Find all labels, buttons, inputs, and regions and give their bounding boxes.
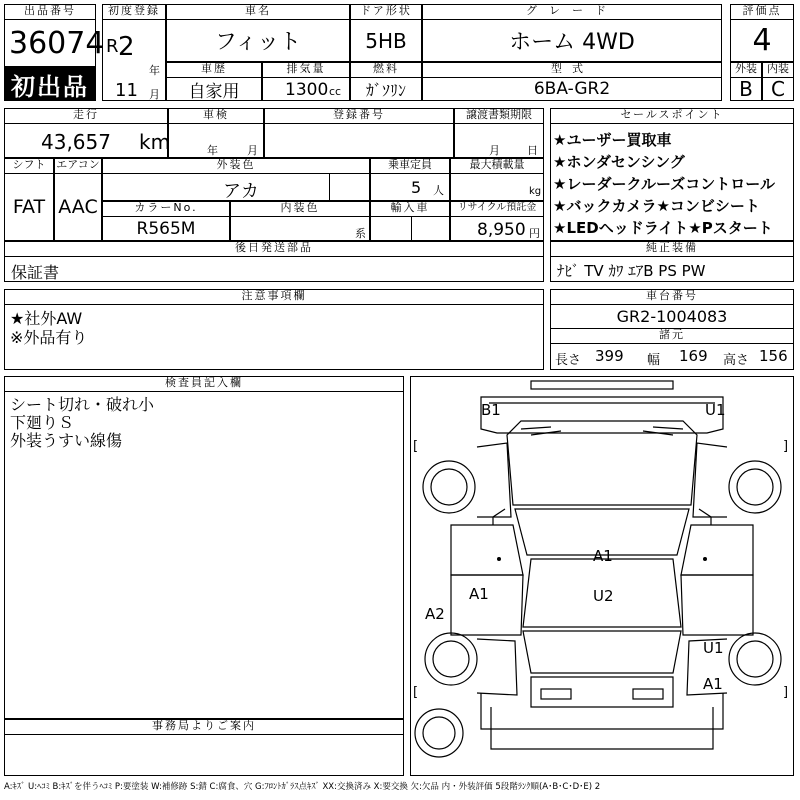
import-divider xyxy=(411,217,412,240)
car-name-label: 車名 xyxy=(166,4,350,20)
sales-point-line: ★ホンダセンシング xyxy=(553,153,685,171)
capacity-box xyxy=(370,173,450,201)
ext-color-box xyxy=(102,173,370,201)
ext-color-label: 外装色 xyxy=(102,158,370,174)
front-left-door xyxy=(451,525,523,575)
color-no-label: カラーNo. xyxy=(102,201,230,217)
notes-label: 注意事項欄 xyxy=(4,289,544,305)
recycle-label: リサイクル預託金 xyxy=(450,201,544,217)
damage-mark: U1 xyxy=(703,639,724,657)
spare-wheel xyxy=(415,709,463,757)
load-unit: kg xyxy=(529,186,542,197)
rear-right-door xyxy=(681,575,753,635)
damage-mark: U2 xyxy=(593,587,614,605)
chassis-no: GR2-1004083 xyxy=(550,304,794,329)
score-label: 評価点 xyxy=(730,4,794,20)
capacity: 5 xyxy=(411,178,422,197)
fuel: ｶﾞｿﾘﾝ xyxy=(350,77,422,101)
model-code: 6BA-GR2 xyxy=(422,77,722,101)
sales-point-line: ★レーダークルーズコントロール xyxy=(553,175,775,193)
insp-year-unit: 年 xyxy=(207,144,218,157)
ext-color: アカ xyxy=(223,181,259,202)
month: 11 xyxy=(115,80,138,101)
equipment-label: 純正装備 xyxy=(550,241,794,257)
reg-no-box xyxy=(264,123,454,158)
inspector-line: 下廻りＳ xyxy=(10,413,75,432)
inspector-box xyxy=(4,391,404,719)
car-name: フィット xyxy=(166,19,350,62)
front-bumper-top xyxy=(531,381,673,389)
displacement: 1300 xyxy=(285,80,329,100)
transfer-box xyxy=(454,123,544,158)
fuel-label: 燃料 xyxy=(350,62,422,78)
notes-box xyxy=(4,304,544,370)
load-box xyxy=(450,173,544,201)
inspector-label: 検査員記入欄 xyxy=(4,376,404,392)
vehicle-diagram xyxy=(410,376,794,776)
capacity-label: 乗車定員 xyxy=(370,158,450,174)
sales-point-line: ★ユーザー買取車 xyxy=(553,131,672,149)
recycle-box xyxy=(450,216,544,241)
door-type: 5HB xyxy=(350,19,422,62)
mileage-box xyxy=(4,123,171,158)
front-bumper xyxy=(481,397,723,433)
month-unit: 月 xyxy=(149,88,160,101)
mileage-label: 走行 xyxy=(4,108,168,124)
equipment: ﾅﾋﾞ TV ｶﾜ ｴｱB PS PW xyxy=(557,262,706,280)
int-color-box xyxy=(230,216,370,241)
recycle: 8,950 xyxy=(477,220,526,240)
office-label: 事務局よりご案内 xyxy=(4,719,404,735)
mileage-unit: km xyxy=(139,130,171,154)
lot-no-box xyxy=(4,19,105,67)
front-right-fender xyxy=(693,443,727,517)
hood xyxy=(507,421,697,505)
grade: ホーム 4WD xyxy=(422,19,722,62)
color-no: R565M xyxy=(102,216,230,241)
inspector-line: シート切れ・破れ小 xyxy=(10,395,155,414)
dims-label: 諸元 xyxy=(550,328,794,344)
sales-points-label: セールスポイント xyxy=(550,108,794,124)
ac: AAC xyxy=(54,173,102,241)
interior-label: 内装 xyxy=(762,62,794,78)
rear-left-door xyxy=(451,575,523,635)
displacement-box xyxy=(262,77,350,101)
chassis-label: 車台番号 xyxy=(550,289,794,305)
later-parts: 保証書 xyxy=(11,263,60,282)
bracket-right: ] xyxy=(783,685,789,700)
displacement-label: 排気量 xyxy=(262,62,350,78)
exterior-grade: B xyxy=(730,77,762,101)
import-box xyxy=(370,216,450,241)
int-color-label: 内装色 xyxy=(230,201,370,217)
lot-no: 36074 xyxy=(9,26,105,61)
recycle-unit: 円 xyxy=(529,227,540,240)
office-box xyxy=(4,734,404,776)
height: 156 xyxy=(759,347,788,365)
year-unit: 年 xyxy=(149,64,160,77)
width: 169 xyxy=(679,347,708,365)
door-label: ドア形状 xyxy=(350,4,422,20)
width-label: 幅 xyxy=(647,353,661,368)
length: 399 xyxy=(595,347,624,365)
exterior-label: 外装 xyxy=(730,62,762,78)
era: R xyxy=(106,36,119,57)
damage-mark: A2 xyxy=(425,605,445,623)
first-reg-box xyxy=(102,19,166,101)
note-line: ※外品有り xyxy=(10,328,88,347)
bracket-left: [ xyxy=(413,439,419,454)
damage-mark: U1 xyxy=(705,401,726,419)
front-right-door xyxy=(681,525,753,575)
inspector-line: 外装うすい線傷 xyxy=(10,431,123,450)
ac-label: エアコン xyxy=(54,158,102,174)
damage-mark: A1 xyxy=(593,547,613,565)
transfer-label: 譲渡書類期限 xyxy=(454,108,544,124)
year: 2 xyxy=(118,32,135,62)
history: 自家用 xyxy=(166,77,262,101)
insp-month-unit: 月 xyxy=(247,144,258,157)
height-label: 高さ xyxy=(723,353,750,368)
sales-point-line: ★バックカメラ★コンビシート xyxy=(553,197,760,215)
bracket-left: [ xyxy=(413,685,419,700)
shift-label: シフト xyxy=(4,158,54,174)
transfer-day-unit: 日 xyxy=(527,144,538,157)
reg-no-label: 登録番号 xyxy=(264,108,454,124)
interior-grade: C xyxy=(762,77,794,101)
grade-label: グレード xyxy=(422,4,722,20)
mileage: 43,657 xyxy=(41,130,111,154)
load-label: 最大積載量 xyxy=(450,158,544,174)
int-color-unit: 系 xyxy=(355,227,366,240)
displacement-unit: cc xyxy=(329,85,342,98)
inspection-label: 車検 xyxy=(168,108,264,124)
transfer-month-unit: 月 xyxy=(489,144,500,157)
front-left-fender xyxy=(477,443,511,517)
later-parts-box xyxy=(4,256,544,282)
shift: FAT xyxy=(4,173,54,241)
sales-points-box xyxy=(550,123,794,241)
car-outline-svg xyxy=(411,377,793,775)
damage-mark: A1 xyxy=(703,675,723,693)
legend: A:ｷｽﾞ U:ﾍｺﾐ B:ｷｽﾞを伴うﾍｺﾐ P:要塗装 W:補修跡 S:錆 C:腐食、穴 G:ﾌﾛﾝﾄｶﾞﾗｽ点ｷｽﾞ XX:交換済み X:要交換 欠:欠品 内・外装評価 5段階ﾗﾝｸ順(A･B･C･D･E) 2 xyxy=(4,782,601,792)
hatch xyxy=(531,677,673,707)
sales-point-line: ★LEDヘッドライト★Pスタート xyxy=(553,219,773,237)
rear-left-quarter xyxy=(477,639,517,695)
import-label: 輸入車 xyxy=(370,201,450,217)
ext-color-divider xyxy=(329,174,330,200)
note-line: ★社外AW xyxy=(10,309,83,328)
dims-box xyxy=(550,343,794,370)
first-listing-badge: 初出品 xyxy=(4,67,96,101)
bracket-right: ] xyxy=(783,439,789,454)
lot-no-label: 出品番号 xyxy=(4,4,96,20)
history-label: 車歴 xyxy=(166,62,262,78)
later-parts-label: 後日発送部品 xyxy=(4,241,544,257)
rear-bumper xyxy=(481,693,723,729)
score: 4 xyxy=(730,19,794,62)
length-label: 長さ xyxy=(555,353,582,368)
first-reg-label: 初度登録 xyxy=(102,4,166,20)
model-code-label: 型式 xyxy=(422,62,722,78)
equipment-box xyxy=(550,256,794,282)
inspection-box xyxy=(168,123,264,158)
capacity-unit: 人 xyxy=(433,184,444,197)
damage-mark: A1 xyxy=(469,585,489,603)
damage-mark: B1 xyxy=(481,401,501,419)
rear-glass xyxy=(523,631,681,673)
